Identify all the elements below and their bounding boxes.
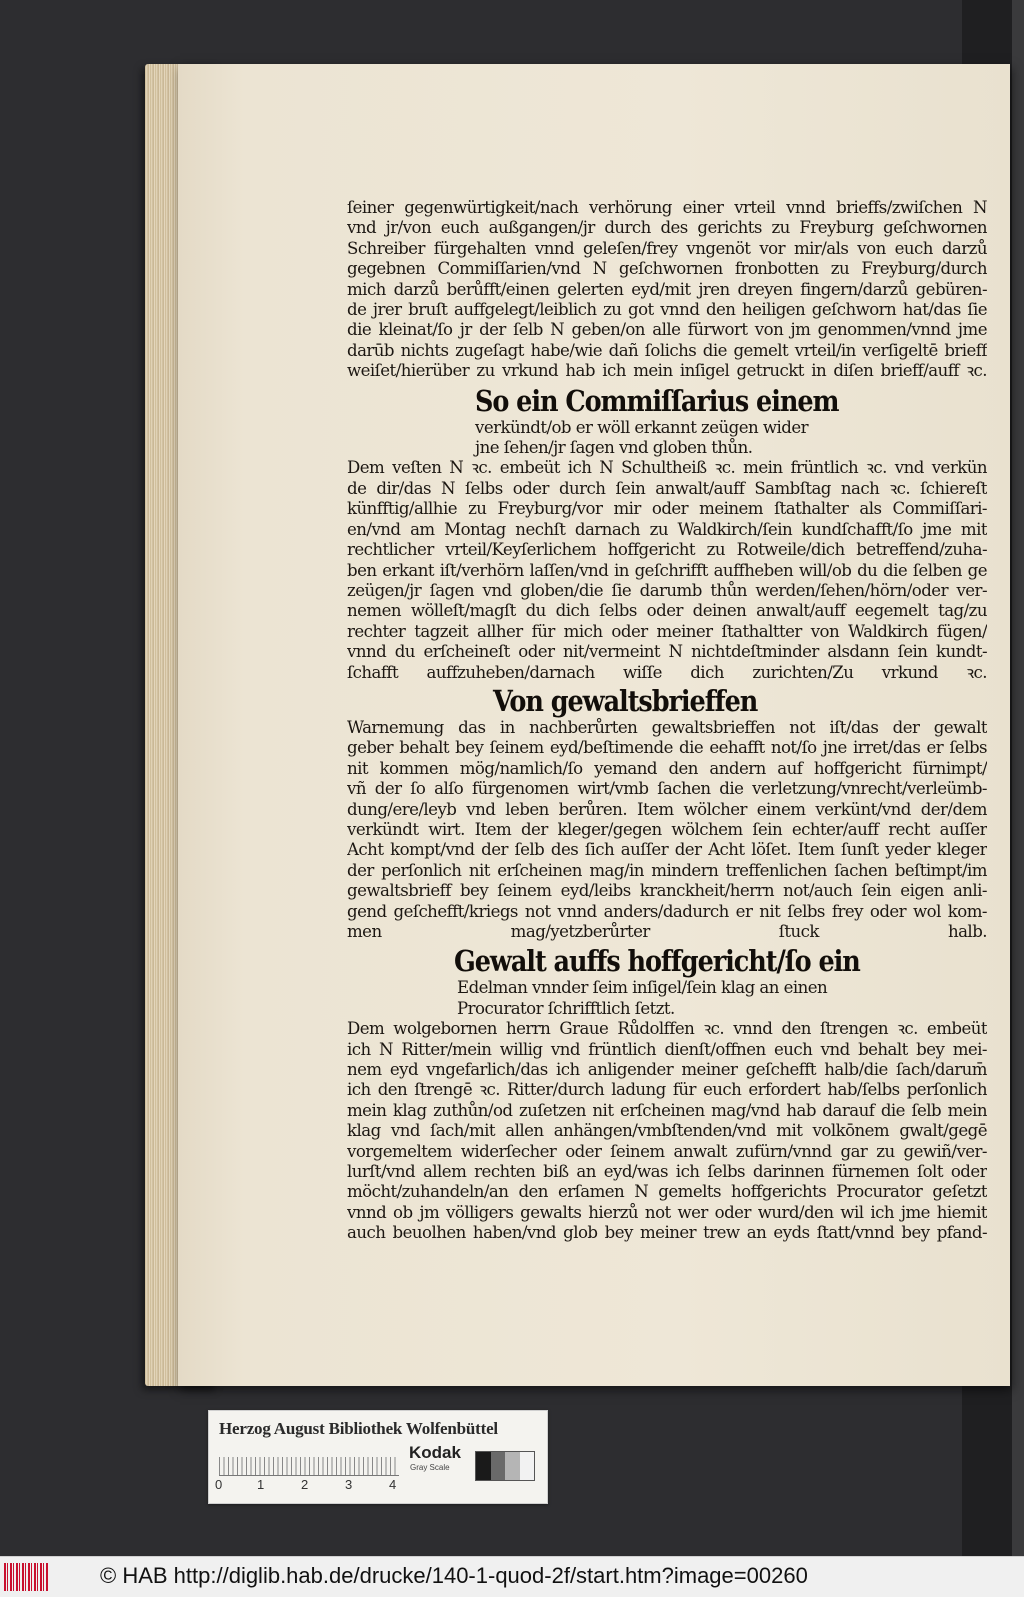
- text-line: mein klag zuthůn/od zuſetzen nit erſcheinen mag/vnd hab darauf die ſelb mein: [347, 1100, 987, 1120]
- text-line: Dem wolgebornen herrn Graue Růdolffen ꝛc. vnnd den ſtrengen ꝛc. embeüt: [347, 1019, 987, 1039]
- gray-scale-label: Gray Scale: [410, 1463, 450, 1472]
- ruler-number: 4: [389, 1477, 397, 1492]
- ruler-number: 2: [301, 1477, 309, 1492]
- text-line: künfftig/allhie zu Freyburg/vor mir oder meinem ſtathalter als Commiſſari-: [347, 499, 987, 519]
- text-line: der perſonlich nit erſcheinen mag/in mindern treffenlichen ſachen beſtimpt/im: [347, 860, 987, 880]
- text-line: nemen wölleſt/magſt du dich ſelbs oder deinen anwalt/auff eegemelt tag/zu: [347, 601, 987, 621]
- text-line: darūb nichts zugeſagt habe/wie dañ ſolichs die gemelt vrteil/in verſigeltē brieff: [347, 340, 987, 360]
- footer-bar: [0, 1556, 1024, 1597]
- text-line: ſeiner gegenwürtigkeit/nach verhörung einer vrteil vnnd brieffs/zwiſchen N: [347, 198, 987, 217]
- text-line: verkündt wirt. Item der kleger/gegen wölchem ſein echter/auff recht auſſer: [347, 819, 987, 839]
- text-line: jne ſehen/jr ſagen vnd globen thůn.: [475, 438, 753, 458]
- text-line: ich N Ritter/mein willig vnd früntlich dienſt/offnen euch vnd behalt bey mei-: [347, 1039, 987, 1059]
- subheading-hoffgericht: [457, 978, 987, 1019]
- text-line: geber behalt bey ſeinem eyd/beſtimende die eehafft not/ſo jne irret/das er ſelbs: [347, 738, 987, 758]
- text-line: ſchafft auffzuheben/darnach wiſſe dich zurichten/Zu vrkund ꝛc.: [347, 662, 987, 682]
- text-line: verkündt/ob er wöll erkannt zeügen wider: [475, 417, 808, 437]
- text-line: vñ der ſo alſo fürgenomen wirt/vmb ſachen die verletzung/vnrecht/verleümb-: [347, 779, 987, 799]
- text-line: dung/ere/leyb vnd leben berůren. Item wölcher einem verkünt/vnd der/dem: [347, 799, 987, 819]
- hab-barcode-logo: [4, 1563, 48, 1591]
- text-line: gewaltsbrieff bey ſeinem eyd/leibs kranckheit/herrn not/auch ſein eigen anli-: [347, 881, 987, 901]
- text-line: Warnemung das in nachberůrten gewaltsbrieffen not iſt/das der gewalt: [347, 717, 987, 737]
- copyright-link[interactable]: © HAB http://diglib.hab.de/drucke/140-1-quod-2f/start.htm?image=00260: [100, 1563, 808, 1588]
- text-line: nem eyd vngefarlich/das ich anligender meiner geſchefft halb/die ſach/darum̄: [347, 1060, 987, 1080]
- text-line: ich den ſtrengē ꝛc. Ritter/durch ladung für euch erfordert hab/ſelbs perſonlich: [347, 1080, 987, 1100]
- text-line: rechtlicher vrteil/Keyſerlichem hoffgericht zu Rotweile/dich betreffend/zuha-: [347, 540, 987, 560]
- text-line: de jrer bruſt auffgelegt/leiblich zu got vnnd den heiligen geſchworn hat/das ſie: [347, 300, 987, 320]
- text-line: die kleinat/ſo jr der ſelb N geben/on alle fürwort von jm genommen/vnnd jme: [347, 320, 987, 340]
- text-line: Procurator ſchrifftlich ſetzt.: [457, 998, 675, 1018]
- library-name: Herzog August Bibliothek Wolfenbüttel: [219, 1419, 498, 1438]
- color-calibration-card: [208, 1410, 548, 1504]
- heading-hoffgericht: Gewalt auffs hoffgericht/ſo ein: [454, 944, 860, 979]
- text-line: vnd jr/von euch außgangen/jr durch des gerichts zu Freyburg geſchwornen: [347, 218, 987, 238]
- heading-commissarius: So ein Commiſſarius einem: [475, 383, 839, 418]
- text-line: Acht kompt/vnd der ſelb des ſich auſſer der Acht löſet. Item ſunſt yeder kleger: [347, 840, 987, 860]
- text-line: de dir/das N ſelbs oder durch ſein anwalt/auff Sambſtag nach ꝛc. ſchiereſt: [347, 478, 987, 498]
- text-line: nit kommen mög/namlich/ſo yemand den andern auf hoffgericht fürnimpt/: [347, 758, 987, 778]
- subheading-commissarius: [475, 418, 987, 459]
- text-line: vorgemeltem widerſecher oder ſeinem anwalt zufürn/vnnd gar zu gewiñ/ver-: [347, 1141, 987, 1161]
- text-line: zeügen/jr ſagen vnd globen/die ſie darumb thůn werden/ſehen/hörn/oder ver-: [347, 580, 987, 600]
- text-line: vnnd du erſcheineſt oder nit/vermeint N nichtdeſtminder alsdann ſein kundt-: [347, 642, 987, 662]
- text-line: Schreiber fürgehalten vnnd geleſen/frey vngenöt vor mir/als von euch darzů: [347, 238, 987, 258]
- text-line: rechter tagzeit allher für mich oder meiner ſtathaltter von Waldkirch fügen/: [347, 621, 987, 641]
- ruler-number: 3: [345, 1477, 353, 1492]
- text-line: weiſet/hierüber zu vrkund hab ich mein inſigel getruckt in diſen brieff/auff ꝛc.: [347, 361, 987, 381]
- text-line: gend geſchefft/kriegs not vnnd anders/dadurch er nit ſelbs frey oder wol kom-: [347, 901, 987, 921]
- paragraph-1: [347, 198, 987, 382]
- ruler-scale: [219, 1447, 399, 1476]
- text-line: auch beuolhen haben/vnd glob bey meiner trew an eyds ſtatt/vnnd bey pfand-: [347, 1223, 987, 1243]
- text-line: klag vnd ſach/mit allen anhängen/vmbſtenden/vnd mit volkōnem gwalt/gegē: [347, 1121, 987, 1141]
- ruler-number: 0: [215, 1477, 223, 1492]
- text-line: lurſt/vnd allem rechten biß an eyd/was ich ſelbs darinnen fürnemen ſolt oder: [347, 1162, 987, 1182]
- gray-patches: [475, 1451, 535, 1481]
- kodak-logo: Kodak: [409, 1443, 461, 1462]
- text-line: vnnd ob jm völligers gewalts hierzů not wer oder wurd/den wil ich jme hiemit: [347, 1202, 987, 1222]
- text-line: Dem veſten N ꝛc. embeüt ich N Schultheiß ꝛc. mein früntlich ꝛc. vnd verkün: [347, 458, 987, 478]
- text-line: mich darzů berůfft/einen gelerten eyd/mit jren dreyen fingern/darzů gebüren-: [347, 279, 987, 299]
- paragraph-2: [347, 458, 987, 682]
- text-line: gegebnen Commiſſarien/vnd N geſchwornen fronbotten zu Freyburg/durch: [347, 259, 987, 279]
- page-text: [347, 198, 987, 1244]
- text-line: möcht/zuhandeln/an den erſamen N gemelts hoffgerichts Procurator geſetzt: [347, 1182, 987, 1202]
- paragraph-4: [347, 1019, 987, 1243]
- text-line: ben erkant iſt/verhörn laſſen/vnd in geſchrifft auffheben will/ob du die ſelben ge: [347, 560, 987, 580]
- text-line: men mag/yetzberůrter ſtuck halb.: [347, 922, 987, 941]
- paragraph-3: [347, 718, 987, 942]
- ruler-number: 1: [257, 1477, 265, 1492]
- viewer-right-border: [1012, 0, 1024, 1556]
- text-line: en/vnd am Montag nechſt darnach zu Waldkirch/ſein kundſchafft/ſo jme mit: [347, 519, 987, 539]
- heading-gewaltsbrieffen: Von gewaltsbrieffen: [493, 683, 758, 718]
- text-line: Edelman vnnder ſeim inſigel/ſein klag an einen: [457, 978, 828, 998]
